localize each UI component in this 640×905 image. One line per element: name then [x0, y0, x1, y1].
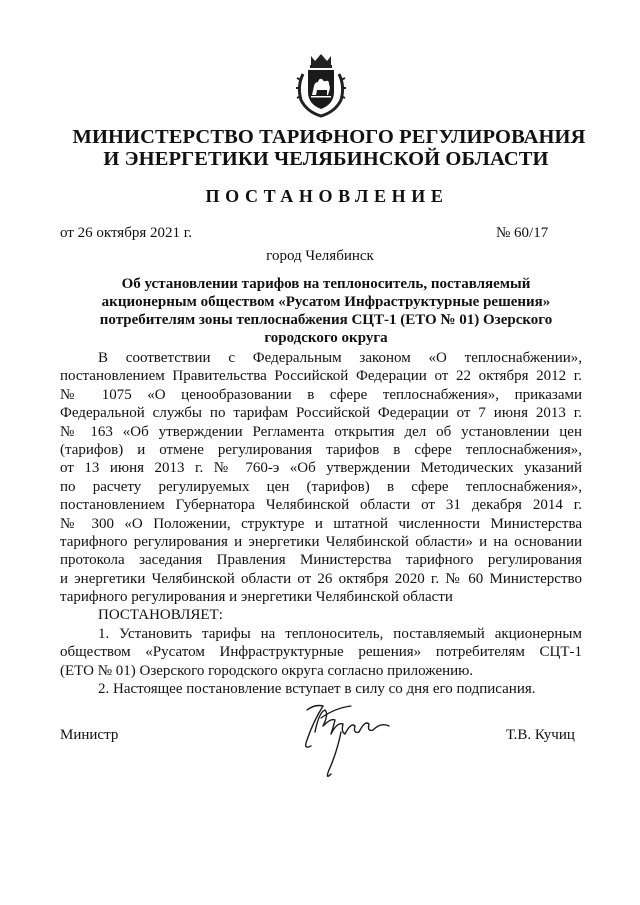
resolves-heading: ПОСТАНОВЛЯЕТ: — [98, 607, 223, 624]
coat-of-arms-icon — [295, 52, 347, 118]
body-line: тарифного регулирования и энергетики Челябинской области» и на основании — [60, 533, 582, 550]
item-2: 2. Настоящее постановление вступает в силу со дня его подписания. — [98, 681, 536, 698]
body-line: тарифного регулирования и энергетики Челябинской области — [60, 589, 453, 606]
handwritten-signature-icon — [285, 692, 405, 792]
title-line: Об установлении тарифов на теплоноситель, поставляемый — [121, 276, 531, 292]
document-date: от 26 октября 2021 г. — [60, 225, 192, 241]
signer-name: Т.В. Кучиц — [506, 727, 575, 743]
ministry-line-1: МИНИСТЕРСТВО ТАРИФНОГО РЕГУЛИРОВАНИЯ — [72, 126, 586, 148]
document-body — [60, 349, 582, 698]
ministry-name — [0, 126, 640, 170]
title-line: городского округа — [264, 330, 388, 346]
document-city: город Челябинск — [266, 248, 374, 264]
body-line: постановлением Губернатора Челябинской области от 31 декабря 2014 г. — [60, 497, 582, 514]
body-line: (тарифов) и отмене регулирования тарифов в сфере теплоснабжения», — [60, 441, 582, 458]
item-1-line: 1. Установить тарифы на теплоноситель, поставляемый акционерным — [98, 625, 582, 642]
body-line: постановлением Правительства Российской Федерации от 22 октября 2012 г. — [60, 368, 582, 385]
body-line: от 13 июня 2013 г. № 760-э «Об утверждении Методических указаний — [60, 460, 582, 477]
body-line: и энергетики Челябинской области от 26 октября 2020 г. № 60 Министерство — [60, 570, 582, 587]
document-number: № 60/17 — [496, 225, 549, 241]
body-line: В соответствии с Федеральным законом «О теплоснабжении», — [98, 350, 582, 366]
document-type: ПОСТАНОВЛЕНИЕ — [205, 186, 449, 206]
document-title — [96, 275, 556, 347]
body-line: по расчету регулируемых цен (тарифов) в сфере теплоснабжения», — [60, 478, 582, 495]
body-line: № 1075 «О ценообразовании в сфере теплоснабжения», приказами — [60, 386, 582, 403]
body-line: Федеральной службы по тарифам Российской Федерации от 7 июня 2013 г. — [60, 405, 582, 422]
item-1-line: (ЕТО № 01) Озерского городского округа согласно приложению. — [60, 662, 474, 679]
body-line: протокола заседания Правления Министерства тарифного регулирования — [60, 552, 582, 569]
body-line: № 300 «О Положении, структуре и штатной численности Министерства — [60, 515, 582, 532]
signer-role: Министр — [60, 727, 119, 743]
title-line: акционерным обществом «Русатом Инфраструктурные решения» — [101, 294, 551, 310]
body-line: № 163 «Об утверждении Регламента открытия дел об установлении цен — [60, 423, 582, 440]
ministry-line-2: И ЭНЕРГЕТИКИ ЧЕЛЯБИНСКОЙ ОБЛАСТИ — [103, 148, 549, 170]
title-line: потребителям зоны теплоснабжения СЦТ-1 (ЕТО № 01) Озерского — [99, 312, 553, 328]
item-1-line: обществом «Русатом Инфраструктурные решения» потребителям СЦТ-1 — [60, 644, 582, 661]
